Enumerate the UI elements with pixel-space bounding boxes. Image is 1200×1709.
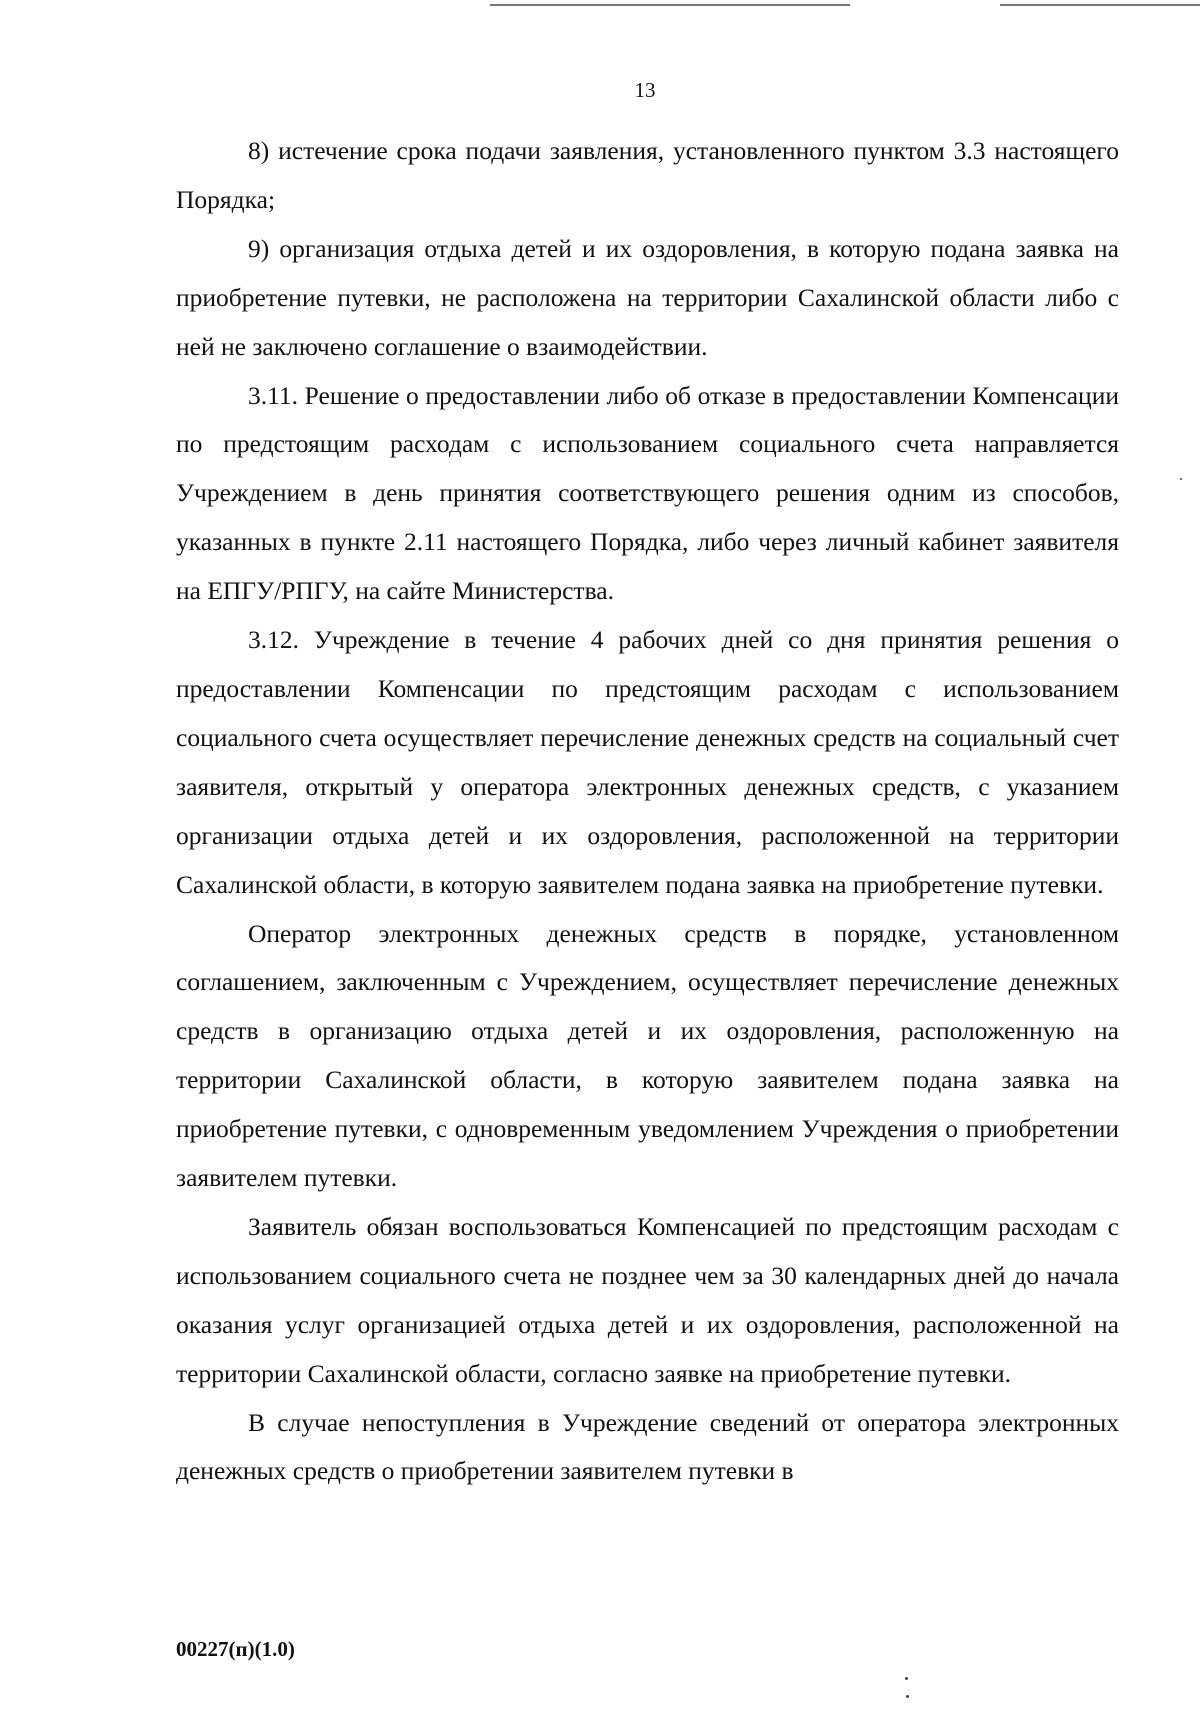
paragraph: В случае непоступления в Учреждение сведений от оператора электронных денежных средств о приобретении заявителем путевки в: [176, 1407, 1119, 1486]
paragraph: 9) организация отдыха детей и их оздоровления, в которую подана заявка на приобретение путевки, не расположена на территории Сахалинской области либо с ней не заключено соглашение о взаимодействии.: [176, 233, 1119, 361]
paragraph: Заявитель обязан воспользоваться Компенсацией по предстоящим расходам с использованием социального счета не позднее чем за 30 календарных дней до начала оказания услуг организацией отдыха детей и их оздоровления, расположенной на территории Сахалинской области, согласно заявке на приобретение путевки.: [176, 1211, 1119, 1388]
scan-edge-line: [1000, 4, 1200, 6]
paragraph: Оператор электронных денежных средств в порядке, установленном соглашением, заключенным с Учреждением, осуществляет перечисление денежных средств в организацию отдыха детей и их оздоровления, расположенную на территории Сахалинской области, в которую заявителем подана заявка на приобретение путевки, с одновременным уведомлением Учреждения о приобретении заявителем путевки.: [176, 918, 1119, 1193]
document-code: 00227(п)(1.0): [176, 1637, 295, 1661]
document-body: [176, 127, 1119, 1496]
scan-speck: [1180, 478, 1182, 480]
scan-edge-line: [490, 4, 850, 6]
scan-speck: [905, 1677, 908, 1680]
paragraph: 8) истечение срока подачи заявления, установленного пунктом 3.3 настоящего Порядка;: [176, 136, 1119, 214]
paragraph: 3.12. Учреждение в течение 4 рабочих дней со дня принятия решения о предоставлении Компенсации по предстоящим расходам с использованием социального счета осуществляет перечисление денежных средств на социальный счет заявителя, открытый у оператора электронных денежных средств, с указанием организации отдыха детей и их оздоровления, расположенной на территории Сахалинской области, в которую заявителем подана заявка на приобретение путевки.: [176, 625, 1119, 899]
paragraph: 3.11. Решение о предоставлении либо об отказе в предоставлении Компенсации по предстоящим расходам с использованием социального счета направляется Учреждением в день принятия соответствующего решения одним из способов, указанных в пункте 2.11 настоящего Порядка, либо через личный кабинет заявителя на ЕПГУ/РПГУ, на сайте Министерства.: [176, 380, 1119, 606]
page-number: 13: [634, 78, 656, 102]
scan-speck: [906, 1695, 909, 1698]
